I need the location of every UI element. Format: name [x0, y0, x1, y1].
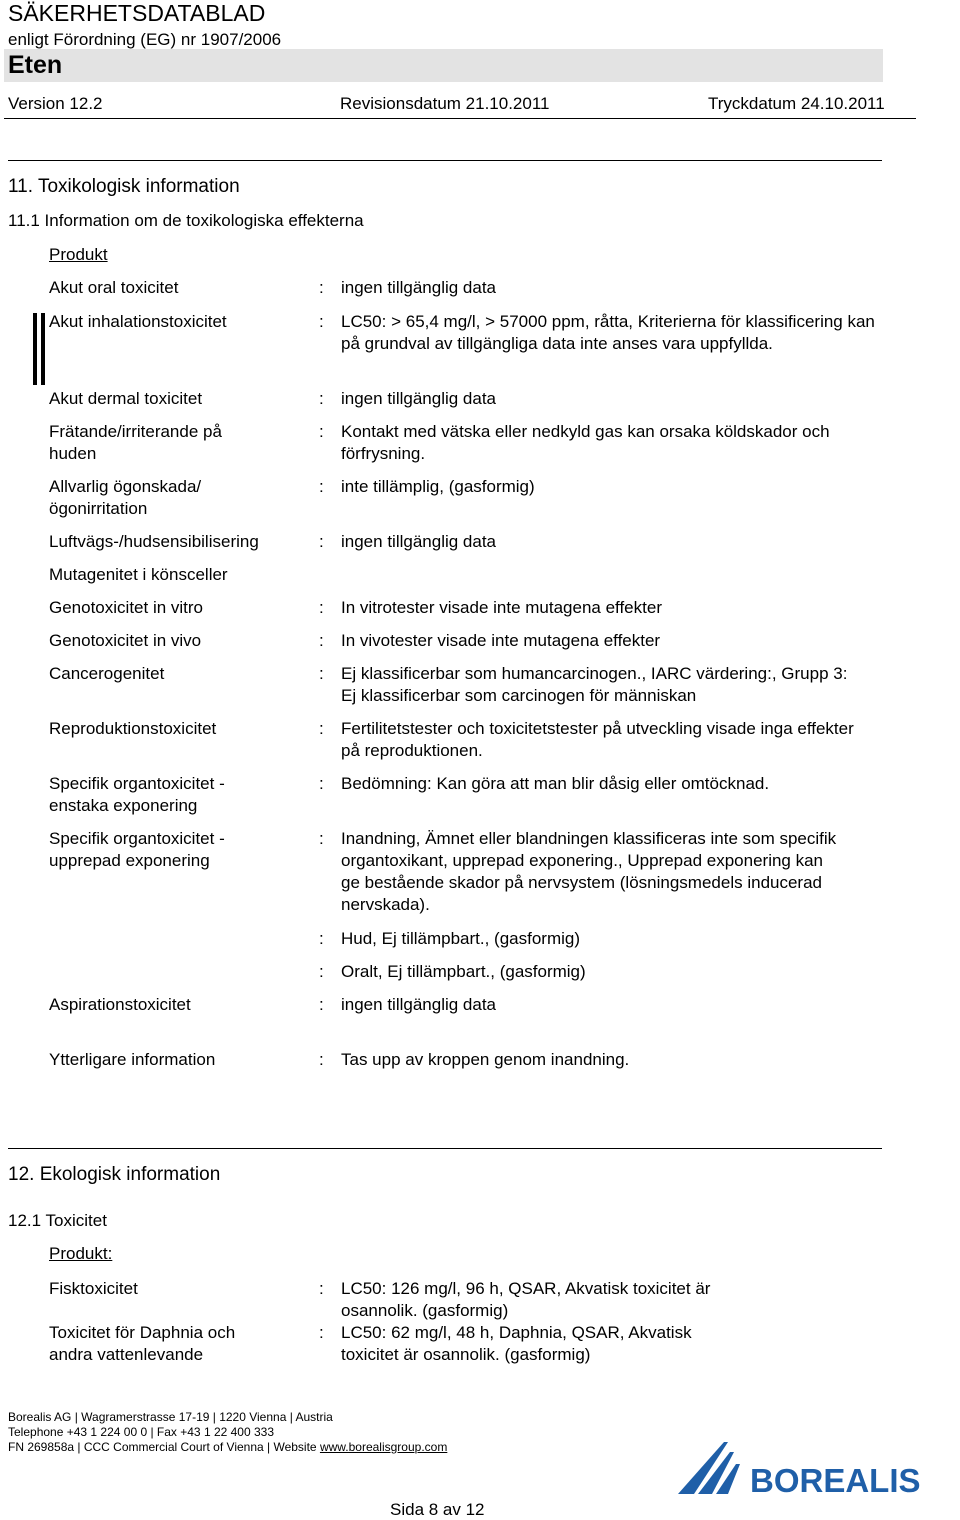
- regulation-reference: enligt Förordning (EG) nr 1907/2006: [8, 30, 282, 49]
- row-value: ingen tillgänglig data: [341, 389, 497, 408]
- row-value: In vivotester visade inte mutagena effekter: [341, 631, 661, 650]
- website-link[interactable]: www.borealisgroup.com: [319, 1440, 448, 1454]
- row-value: Fertilitetstester och toxicitetstester på utveckling visade inga effekter på reproduktionen.: [341, 719, 854, 760]
- row-label: Allvarlig ögonskada/ögonirritation: [49, 477, 202, 518]
- row-label: Ytterligare information: [49, 1050, 216, 1069]
- row-value: ingen tillgänglig data: [341, 995, 497, 1014]
- section-11-heading: 11. Toxikologisk information: [8, 176, 240, 197]
- row-colon: :: [319, 829, 324, 848]
- document-title: SÄKERHETSDATABLAD: [8, 0, 266, 26]
- section-11-1-heading: 11.1 Information om de toxikologiska effekterna: [8, 211, 364, 230]
- print-date: Tryckdatum 24.10.2011: [708, 94, 885, 113]
- row-label: Specifik organtoxicitet - enstaka exponering: [49, 774, 225, 815]
- page-number: Sida 8 av 12: [390, 1500, 485, 1519]
- section-12-heading: 12. Ekologisk information: [8, 1164, 221, 1185]
- footer-registration: [8, 1440, 447, 1454]
- revision-date: Revisionsdatum 21.10.2011: [340, 94, 550, 113]
- footer-phone: Telephone +43 1 224 00 0 | Fax +43 1 22 400 333: [8, 1425, 275, 1439]
- row-value: Hud, Ej tillämpbart., (gasformig): [341, 929, 581, 948]
- row-label: Akut dermal toxicitet: [49, 389, 203, 408]
- row-value: LC50: 62 mg/l, 48 h, Daphnia, QSAR, Akvatisk toxicitet är osannolik. (gasformig): [341, 1323, 692, 1364]
- row-colon: :: [319, 278, 324, 297]
- row-label: Reproduktionstoxicitet: [49, 719, 217, 738]
- row-value: Oralt, Ej tillämpbart., (gasformig): [341, 962, 586, 981]
- logo-wordmark: BOREALIS: [750, 1462, 921, 1498]
- row-colon: :: [319, 389, 324, 408]
- row-label: Genotoxicitet in vitro: [49, 598, 204, 617]
- change-bar: [41, 313, 45, 385]
- footer-address: Borealis AG | Wagramerstrasse 17-19 | 1220 Vienna | Austria: [8, 1410, 333, 1424]
- row-value: In vitrotester visade inte mutagena effekter: [341, 598, 662, 617]
- row-value: LC50: 126 mg/l, 96 h, QSAR, Akvatisk toxicitet är osannolik. (gasformig): [341, 1279, 711, 1320]
- row-label: Aspirationstoxicitet: [49, 995, 191, 1014]
- row-value: ingen tillgänglig data: [341, 532, 497, 551]
- row-value: Inandning, Ämnet eller blandningen klassificeras inte som specifik organtoxikant, upprepad exponering., Upprepad exponering kan ge bestående skador på nervsystem (lösningsmedels inducerad nervskada).: [341, 829, 837, 914]
- row-colon: :: [319, 422, 324, 441]
- row-label: Luftvägs-/hudsensibilisering: [49, 532, 259, 551]
- footer-registration-text: FN 269858a | CCC Commercial Court of Vienna | Website: [8, 1440, 320, 1454]
- version: Version 12.2: [8, 94, 103, 113]
- row-value: LC50: > 65,4 mg/l, > 57000 ppm, råtta, Kriterierna för klassificering kan på grundval av tillgängliga data inte anses vara uppfyllda.: [341, 312, 875, 353]
- row-label: Fisktoxicitet: [49, 1279, 138, 1298]
- row-colon: :: [319, 1323, 324, 1342]
- row-colon: :: [319, 312, 324, 331]
- row-label: Akut inhalationstoxicitet: [49, 312, 227, 331]
- row-colon: :: [319, 1050, 324, 1069]
- row-label: Toxicitet för Daphnia och andra vattenlevande: [49, 1323, 236, 1364]
- row-value: inte tillämplig, (gasformig): [341, 477, 535, 496]
- section-12-1-heading: 12.1 Toxicitet: [8, 1211, 107, 1230]
- section-rule: [8, 1148, 882, 1149]
- row-colon: :: [319, 598, 324, 617]
- borealis-logo: [672, 1438, 955, 1498]
- row-label: Genotoxicitet in vivo: [49, 631, 202, 650]
- row-label: Frätande/irriterande på huden: [49, 422, 222, 463]
- row-colon: :: [319, 631, 324, 650]
- row-value: Tas upp av kroppen genom inandning.: [341, 1050, 630, 1069]
- product-name: Eten: [8, 51, 63, 79]
- header-rule: [4, 118, 916, 119]
- row-colon: :: [319, 664, 324, 683]
- product-label: Produkt: [49, 245, 108, 264]
- row-colon: :: [319, 477, 324, 496]
- row-value: ingen tillgänglig data: [341, 278, 497, 297]
- borealis-sail-icon: [678, 1442, 740, 1494]
- row-colon: :: [319, 995, 324, 1014]
- row-label: Cancerogenitet: [49, 664, 165, 683]
- row-value: Kontakt med vätska eller nedkyld gas kan orsaka köldskador och förfrysning.: [341, 422, 830, 463]
- row-colon: :: [319, 774, 324, 793]
- change-bar: [33, 313, 37, 385]
- row-value: Bedömning: Kan göra att man blir dåsig eller omtöcknad.: [341, 774, 770, 793]
- row-label: Akut oral toxicitet: [49, 278, 179, 297]
- row-colon: :: [319, 719, 324, 738]
- row-colon: :: [319, 929, 324, 948]
- row-colon: :: [319, 1279, 324, 1298]
- product-label: Produkt:: [49, 1244, 113, 1263]
- product-name-bar: [4, 49, 883, 82]
- section-rule: [8, 160, 882, 161]
- row-colon: :: [319, 962, 324, 981]
- row-label: Mutagenitet i könsceller: [49, 565, 228, 584]
- row-value: Ej klassificerbar som humancarcinogen., IARC värdering:, Grupp 3: Ej klassificerbar som carcinogen för människan: [341, 664, 848, 705]
- row-label: Specifik organtoxicitet - upprepad exponering: [49, 829, 225, 870]
- row-colon: :: [319, 532, 324, 551]
